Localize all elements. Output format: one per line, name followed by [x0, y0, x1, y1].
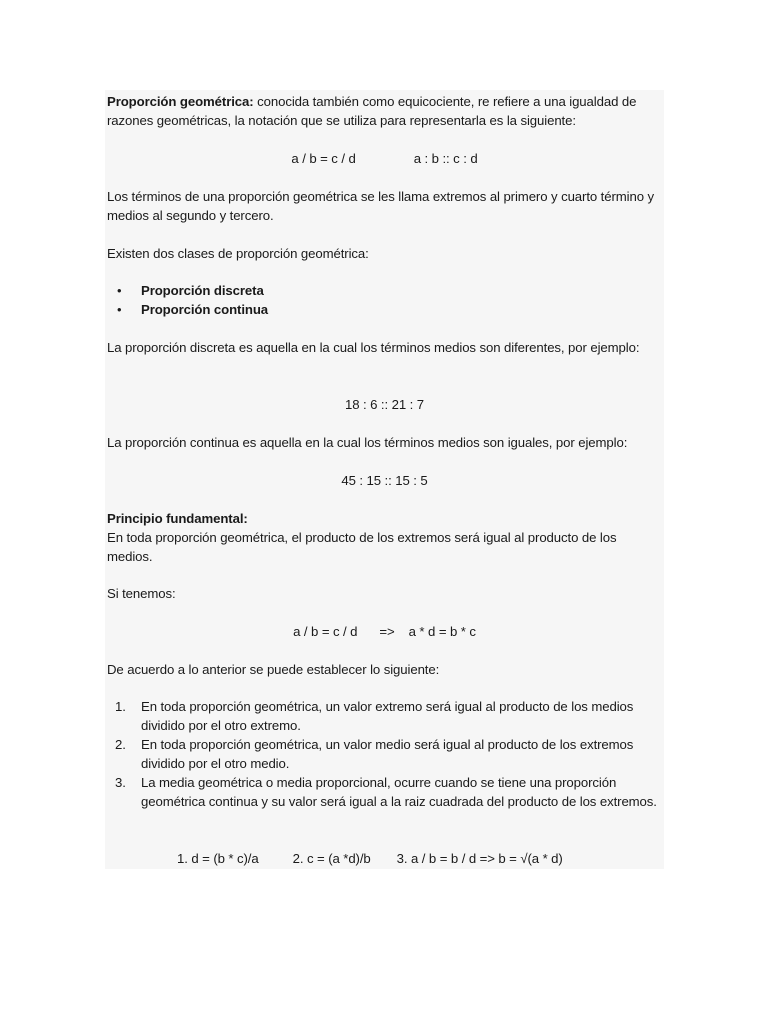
notation-fraction: a / b = c / d [291, 151, 356, 166]
list-item [107, 735, 662, 773]
bullet-marker: • [117, 302, 122, 317]
list-item [107, 773, 662, 811]
list-item-text: En toda proporción geométrica, un valor medio será igual al producto de los extremos dividido por el otro medio. [141, 737, 634, 771]
list-item-label: Proporción continua [141, 302, 269, 317]
summary-formulas [177, 849, 662, 868]
principle-text: En toda proporción geométrica, el producto de los extremos será igual al producto de los medios. [107, 530, 617, 564]
summary-formula-2: 2. c = (a *d)/b [292, 851, 371, 866]
formula-left: a / b = c / d [293, 624, 358, 639]
terms-paragraph: Los términos de una proporción geométrica se les llama extremos al primero y cuarto término y medios al segundo y tercero. [107, 189, 655, 223]
continuous-paragraph: La proporción continua es aquella en la cual los términos medios son iguales, por ejemplo: [107, 435, 628, 450]
document-page [105, 90, 664, 869]
summary-formula-3: 3. a / b = b / d => b = √(a * d) [396, 851, 563, 866]
list-number: 2. [115, 737, 126, 752]
discrete-example: 18 : 6 :: 21 : 7 [344, 397, 425, 412]
definition-term: Proporción geométrica: [107, 94, 254, 109]
list-item-label: Proporción discreta [141, 283, 264, 298]
formula-line [107, 622, 662, 641]
formula-arrow: => [379, 624, 395, 639]
principle-title: Principio fundamental: [107, 511, 248, 526]
classes-list [107, 281, 662, 319]
notation-line [107, 149, 662, 168]
formula-right: a * d = b * c [408, 624, 476, 639]
list-item-text: En toda proporción geométrica, un valor extremo será igual al producto de los medios dividido por el otro extremo. [141, 699, 634, 733]
list-item-text: La media geométrica o media proporcional, ocurre cuando se tiene una proporción geométrica continua y su valor será igual a la raiz cuadrada del producto de los extremos. [141, 775, 657, 809]
bullet-marker: • [117, 283, 122, 298]
list-item [107, 300, 662, 319]
discrete-paragraph: La proporción discreta es aquella en la cual los términos medios son diferentes, por ejemplo: [107, 340, 640, 355]
list-item [107, 281, 662, 300]
definition-text: conocida también como equicociente, re refiere a una igualdad de razones geométricas, la notación que se utiliza para representarla es la siguiente: [107, 94, 637, 128]
list-number: 3. [115, 775, 126, 790]
consequences-paragraph: De acuerdo a lo anterior se puede establecer lo siguiente: [107, 662, 440, 677]
continuous-example: 45 : 15 :: 15 : 5 [341, 473, 428, 488]
summary-formula-1: 1. d = (b * c)/a [177, 851, 259, 866]
definition-paragraph [107, 92, 662, 130]
notation-colon: a : b :: c : d [413, 151, 478, 166]
consequences-list [107, 697, 662, 811]
list-item [107, 697, 662, 735]
list-number: 1. [115, 699, 126, 714]
if-we-have-paragraph: Si tenemos: [107, 586, 176, 601]
classes-paragraph: Existen dos clases de proporción geométrica: [107, 246, 369, 261]
principle-section [107, 509, 662, 566]
